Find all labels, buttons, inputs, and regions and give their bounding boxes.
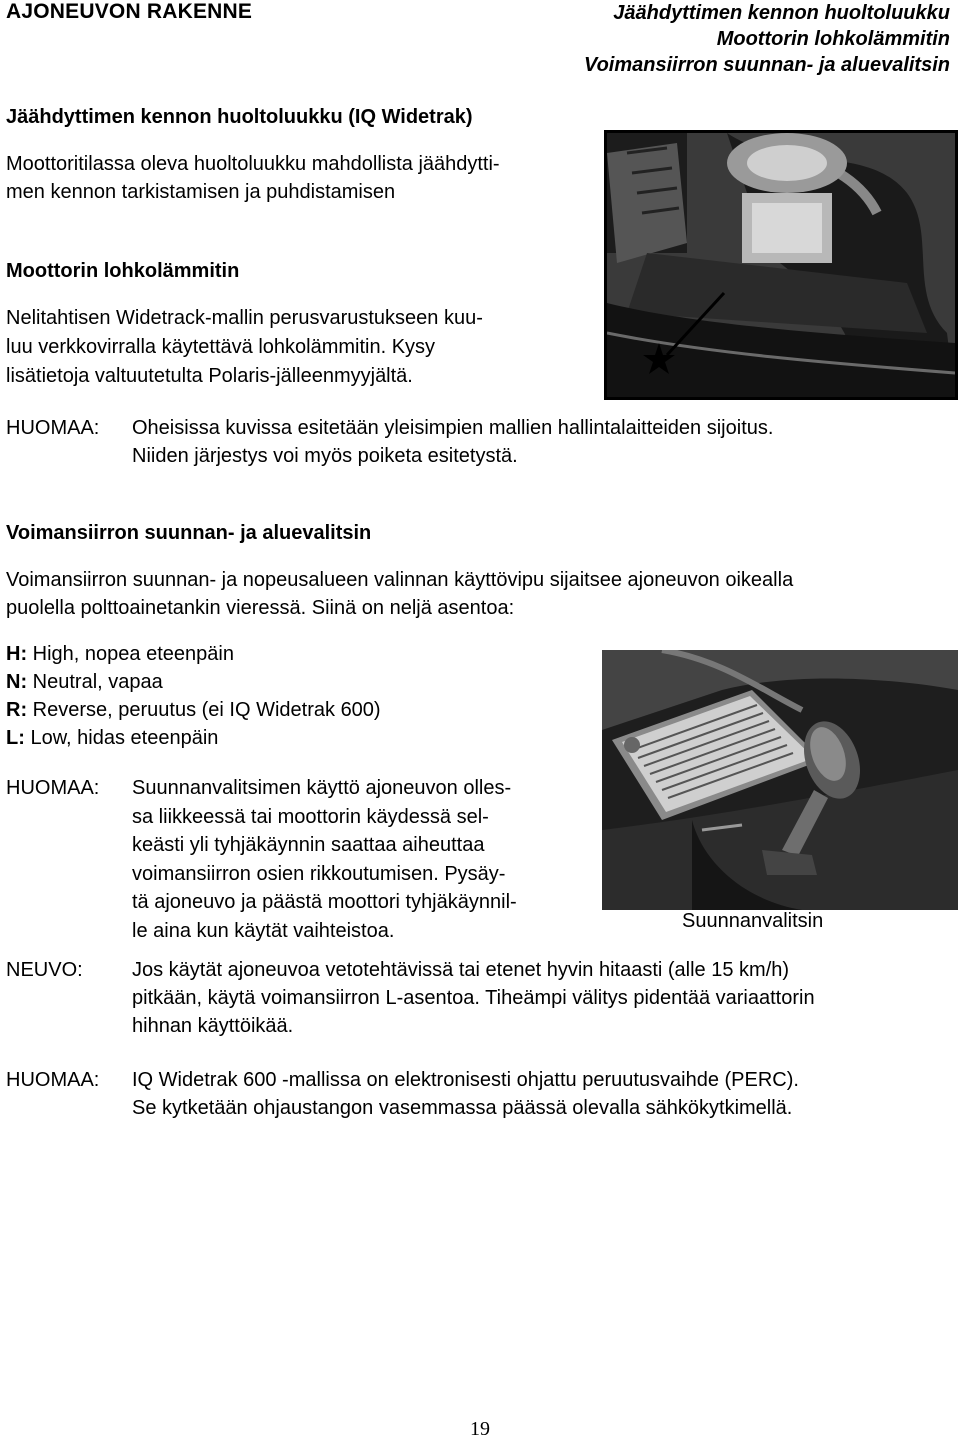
selector-line: puolella polttoainetankin vieressä. Siinä on neljä asentoa: — [6, 597, 515, 619]
hatch-line: Moottoritilassa oleva huoltoluukku mahdollista jäähdytti- — [6, 153, 500, 175]
gear-key: R: — [6, 699, 28, 721]
topic-item: Jäähdyttimen kennon huoltoluukku — [613, 2, 950, 24]
note-label: HUOMAA: — [6, 417, 100, 439]
topic-item: Voimansiirron suunnan- ja aluevalitsin — [583, 54, 950, 76]
heater-text — [6, 304, 483, 391]
note-text — [132, 774, 517, 946]
heater-heading: Moottorin lohkolämmitin — [6, 260, 240, 282]
gear-desc: Reverse, peruutus (ei IQ Widetrak 600) — [32, 699, 381, 721]
section-title: AJONEUVON RAKENNE — [6, 0, 253, 23]
note-line: le aina kun käytät vaihteistoa. — [132, 919, 395, 942]
tip-line: hihnan käyttöikää. — [132, 1015, 294, 1037]
gear-key: H: — [6, 643, 28, 665]
note-line: sa liikkeessä tai moottorin käydessä sel- — [132, 805, 489, 828]
gear-position-item — [6, 724, 381, 752]
selector-heading: Voimansiirron suunnan- ja aluevalitsin — [6, 522, 372, 544]
note-line: Se kytketään ohjaustangon vasemmassa päässä olevalla sähkökytkimellä. — [132, 1097, 793, 1119]
gear-selector-photo — [602, 650, 958, 910]
heater-line: lisätietoja valtuutetulta Polaris-jälleenmyyjältä. — [6, 365, 413, 387]
hatch-line: men kennon tarkistamisen ja puhdistamisen — [6, 181, 396, 203]
gear-desc: Neutral, vapaa — [32, 671, 163, 693]
gear-position-item — [6, 696, 381, 724]
gear-desc: High, nopea eteenpäin — [32, 643, 234, 665]
engine-photo-drawing — [607, 133, 955, 397]
note-text — [132, 1066, 799, 1122]
tip-text — [132, 956, 815, 1040]
gear-positions-list — [6, 640, 381, 752]
topic-item: Moottorin lohkolämmitin — [716, 28, 950, 50]
engine-compartment-photo — [604, 130, 958, 400]
note-line: Niiden järjestys voi myös poiketa esitetystä. — [132, 445, 518, 467]
gear-position-item — [6, 668, 381, 696]
tip-label: NEUVO: — [6, 959, 83, 981]
gear-key: N: — [6, 671, 28, 693]
note-line: Suunnanvalitsimen käyttö ajoneuvon olles- — [132, 777, 512, 799]
selector-text — [6, 566, 793, 622]
note-line: tä ajoneuvo ja päästä moottori tyhjäkäynnil- — [132, 891, 517, 914]
note-line: Oheisissa kuvissa esitetään yleisimpien mallien hallintalaitteiden sijoitus. — [132, 417, 774, 439]
heater-line: Nelitahtisen Widetrack-mallin perusvarustukseen kuu- — [6, 307, 483, 329]
gear-key: L: — [6, 727, 25, 749]
topic-list — [584, 0, 950, 78]
note-line: IQ Widetrak 600 -mallissa on elektronisesti ohjattu peruutusvaihde (PERC). — [132, 1069, 799, 1091]
note-text — [132, 414, 773, 470]
note-label: HUOMAA: — [6, 777, 100, 799]
note-label: HUOMAA: — [6, 1069, 100, 1091]
note-line: keästi yli tyhjäkäynnin saattaa aiheuttaa — [132, 834, 485, 857]
hatch-text — [6, 150, 500, 206]
heater-line: luu verkkovirralla käytettävä lohkolämmitin. Kysy — [6, 336, 436, 358]
page-number: 19 — [470, 1418, 490, 1440]
tip-line: Jos käytät ajoneuvoa vetotehtävissä tai etenet hyvin hitaasti (alle 15 km/h) — [132, 959, 790, 981]
tip-line: pitkään, käytä voimansiirron L-asentoa. Tiheämpi välitys pidentää variaattorin — [132, 987, 815, 1009]
photo-caption: Suunnanvalitsin — [682, 910, 824, 932]
gear-desc: Low, hidas eteenpäin — [30, 727, 219, 749]
selector-line: Voimansiirron suunnan- ja nopeusalueen valinnan käyttövipu sijaitsee ajoneuvon oikealla — [6, 569, 794, 591]
hatch-heading: Jäähdyttimen kennon huoltoluukku (IQ Widetrak) — [6, 106, 473, 128]
selector-photo-drawing — [602, 650, 958, 910]
note-line: voimansiirron osien rikkoutumisen. Pysäy- — [132, 862, 506, 885]
gear-position-item — [6, 640, 381, 668]
